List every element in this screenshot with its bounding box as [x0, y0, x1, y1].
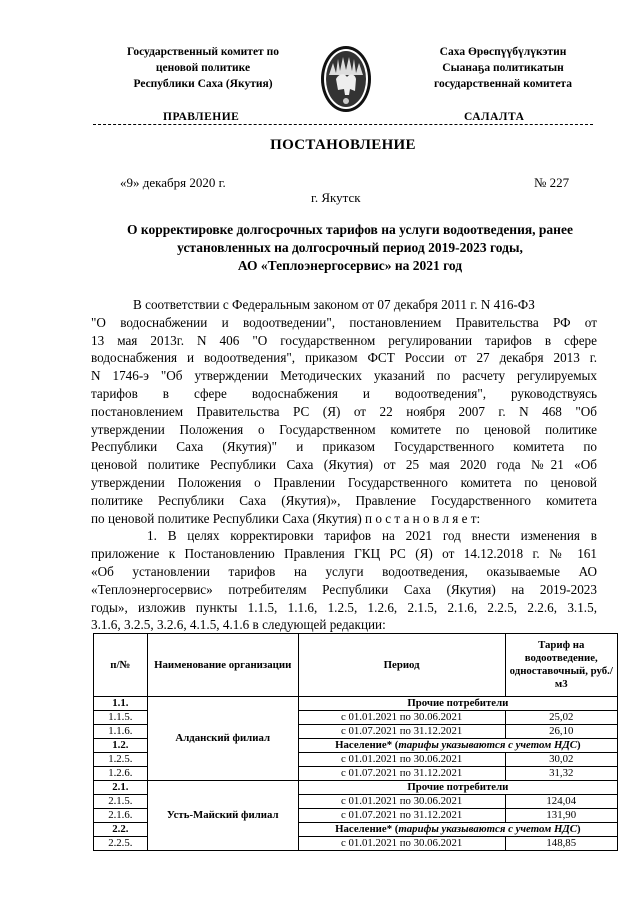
period-cell: с 01.01.2021 по 30.06.2021: [298, 753, 505, 767]
category-cell: Прочие потребители: [298, 781, 617, 795]
committee-line: государственнай комитета: [434, 78, 572, 90]
subject-line: О корректировке долгосрочных тарифов на услуги водоотведения, ранее: [127, 222, 573, 237]
tariff-cell: 26,10: [505, 725, 617, 739]
period-cell: с 01.07.2021 по 31.12.2021: [298, 809, 505, 823]
committee-name-russian: [98, 44, 308, 92]
tariff-cell: 30,02: [505, 753, 617, 767]
tariff-cell: 148,85: [505, 837, 617, 851]
organization-cell: Алданский филиал: [147, 697, 298, 781]
row-id: 1.1.6.: [94, 725, 148, 739]
category-suffix: ): [577, 739, 581, 751]
committee-line: Сыанаҕа политикатын: [442, 62, 564, 74]
body-line: В соответствии с Федеральным законом от 07 декабря 2011 г. N 416-ФЗ: [133, 297, 535, 312]
organization-cell: Усть-Майский филиал: [147, 781, 298, 851]
table-row: [94, 697, 618, 711]
board-label-yakut: САЛАЛТА: [464, 111, 525, 123]
row-id: 1.2.6.: [94, 767, 148, 781]
category-cell: [298, 823, 617, 837]
body-line: утверждении Положения о Государственном комитете по ценовой политике: [91, 421, 597, 437]
period-cell: с 01.01.2021 по 30.06.2021: [298, 711, 505, 725]
category-note: тарифы указываются с учетом НДС: [398, 823, 578, 835]
category-note: тарифы указываются с учетом НДС: [398, 739, 578, 751]
body-line: ценовой политике Республики Саха (Якутия) от 25 мая 2020 года №21 «Об: [91, 457, 597, 473]
tariff-table: [93, 633, 618, 851]
table-row: [94, 781, 618, 795]
body-line: 13 мая 2013г. N 406 "О государственном регулировании тарифов в сфере: [91, 332, 597, 348]
period-cell: с 01.07.2021 по 31.12.2021: [298, 725, 505, 739]
body-line: «Теплоэнергосервис» потребителям Республики Саха (Якутия) на 2019-2023: [91, 581, 597, 597]
body-line: политике Республики Саха (Якутия)», Правление Государственного комитета: [91, 492, 597, 508]
row-id: 2.2.: [94, 823, 148, 837]
body-line: тарифов в сфере водоснабжения и водоотведения", руководствуясь: [91, 385, 597, 401]
committee-line: Саха Өрөспүүбүлүкэтин: [439, 46, 567, 58]
category-prefix: Население* (: [335, 823, 399, 835]
committee-line: Государственный комитет по: [127, 46, 279, 58]
row-id: 1.2.: [94, 739, 148, 753]
document-number: № 227: [534, 175, 570, 190]
tariff-cell: 25,02: [505, 711, 617, 725]
col-header-period: Период: [298, 634, 505, 697]
row-id: 1.2.5.: [94, 753, 148, 767]
tariff-cell: 31,32: [505, 767, 617, 781]
category-cell: Прочие потребители: [298, 697, 617, 711]
body-line: «Об установлении тарифов на услуги водоотведения, оказываемые АО: [91, 563, 597, 579]
row-id: 2.1.6.: [94, 809, 148, 823]
document-title: ПОСТАНОВЛЕНИЕ: [270, 137, 416, 153]
body-line: водоснабжения и водоотведения", приказом ФСТ России от 27 декабря 2013 г.: [91, 350, 597, 366]
body-line: Республики Саха (Якутия)" и приказом Государственного комитета по: [91, 439, 597, 455]
tariff-cell: 124,04: [505, 795, 617, 809]
body-line: 1. В целях корректировки тарифов на 2021 год внести изменения в: [147, 528, 597, 544]
col-header-organization: Наименование организации: [147, 634, 298, 697]
col-header-tariff: Тариф на водоотведение, одноставочный, руб./м3: [505, 634, 617, 697]
body-line: утверждении Положения о Правлении Государственного комитета по ценовой: [91, 474, 597, 490]
subject-line: АО «Теплоэнергосервис» на 2021 год: [237, 258, 463, 273]
row-id: 2.1.5.: [94, 795, 148, 809]
document-subject: [80, 221, 620, 275]
row-id: 1.1.5.: [94, 711, 148, 725]
coat-of-arms-emblem-icon: [319, 43, 373, 115]
body-line: N 1746-э "Об утверждении Методических указаний по расчету регулируемых: [91, 368, 597, 384]
category-cell: [298, 739, 617, 753]
row-id: 2.1.: [94, 781, 148, 795]
dashed-separator: [93, 124, 593, 125]
document-date: «9» декабря 2020 г.: [120, 175, 226, 190]
board-label-russian: ПРАВЛЕНИЕ: [163, 111, 240, 123]
period-cell: с 01.01.2021 по 30.06.2021: [298, 837, 505, 851]
body-line: "О водоснабжении и водоотведении", постановлением Правительства РФ от: [91, 314, 597, 330]
row-id: 2.2.5.: [94, 837, 148, 851]
committee-line: Республики Саха (Якутия): [133, 78, 273, 90]
row-id: 1.1.: [94, 697, 148, 711]
col-header-number: п/№: [94, 634, 148, 697]
body-line: постановлением Правительства РС (Я) от 22 ноября 2007 г. N 468 "Об: [91, 403, 597, 419]
period-cell: с 01.07.2021 по 31.12.2021: [298, 767, 505, 781]
body-line: приложение к Постановлению Правления ГКЦ РС (Я) от 14.12.2018 г. № 161: [91, 546, 597, 562]
subject-line: установленных на долгосрочный период 2019-2023 годы,: [177, 240, 523, 255]
document-city: г. Якутск: [311, 190, 361, 205]
body-line: 3.1.6, 3.2.5, 3.2.6, 4.1.5, 4.1.6 в следующей редакции:: [91, 617, 386, 633]
category-prefix: Население* (: [335, 739, 399, 751]
body-line: по ценовой политике Республики Саха (Якутия) п о с т а н о в л я е т:: [91, 510, 481, 526]
period-cell: с 01.01.2021 по 30.06.2021: [298, 795, 505, 809]
body-line: годы», изложив пункты 1.1.5, 1.1.6, 1.2.5, 1.2.6, 2.1.5, 2.1.6, 2.2.5, 2.2.6, 3.1.5,: [91, 599, 597, 615]
document-body: [91, 296, 597, 634]
committee-line: ценовой политике: [155, 62, 251, 74]
tariff-cell: 131,90: [505, 809, 617, 823]
category-suffix: ): [577, 823, 581, 835]
committee-name-yakut: [398, 44, 608, 92]
table-header-row: [94, 634, 618, 697]
